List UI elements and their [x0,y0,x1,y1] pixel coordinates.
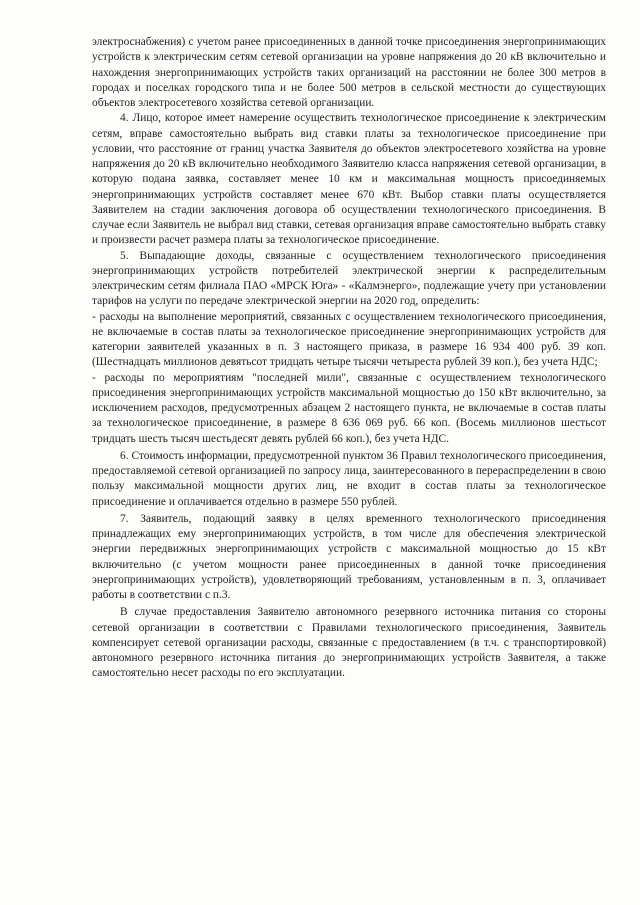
paragraph-item-4: 4. Лицо, которое имеет намерение осуществить технологическое присоединение к электрическим сетям, вправе самостоятельно выбрать вид ставки платы за технологическое присоединение при условии, что расстояние от границ участка Заявителя до объектов электросетевого хозяйства на уровне напряжения до 20 кВ включительно необходимого Заявителю класса напряжения сетевой организации, в которую подана заявка, составляет менее 10 км и максимальная мощность присоединяемых энергопринимающих устройств составляет менее 670 кВт. Выбор ставки платы осуществляется Заявителем на стадии заключения договора об осуществлении технологического присоединения. В случае если Заявитель не выбрал вид ставки, сетевая организация вправе самостоятельно выбрать ставку и произвести расчет размера платы за технологическое присоединение. [92,112,606,247]
paragraph-item-5-expenses: - расходы на выполнение мероприятий, связанных с осуществлением технологического присоединения, не включаемые в состав платы за технологическое присоединение энергопринимающих устройств для категории заявителей указанных в п. 3 настоящего приказа, в размере 16 934 400 руб. 39 коп. (Шестнадцать миллионов девятьсот тридцать четыре тысячи четыреста рублей 39 коп.), без учета НДС; [92,310,606,369]
document-body [92,35,606,682]
paragraph-reserve-power: В случае предоставления Заявителю автономного резервного источника питания со стороны сетевой организации в соответствии с Правилами технологического присоединения, Заявитель компенсирует сетевой организации расходы, связанные с предоставлением (в т.ч. с транспортировкой) автономного резервного источника питания до энергопринимающих устройств Заявителя, а также самостоятельно несет расходы по его эксплуатации. [92,606,606,680]
paragraph-item-5: 5. Выпадающие доходы, связанные с осуществлением технологического присоединения энергопринимающих устройств потребителей электрической энергии к распределительным электрическим сетям филиала ПАО «МРСК Юга» - «Калмэнерго», подлежащие учету при установлении тарифов на услуги по передаче электрической энергии на 2020 год, определить: [92,249,606,308]
paragraph-item-7: 7. Заявитель, подающий заявку в целях временного технологического присоединения принадлежащих ему энергопринимающих устройств, в том числе для обеспечения электрической энергии передвижных энергопринимающих устройств с максимальной мощностью до 15 кВт включительно (с учетом мощности ранее присоединенных в данной точке присоединения энергопринимающих устройств), удовлетворяющий требованиям, установленным в п. 3, оплачивает работы в соответствии с п.3. [92,512,606,601]
paragraph-item-6: 6. Стоимость информации, предусмотренной пунктом 36 Правил технологического присоединения, предоставляемой сетевой организацией по запросу лица, заинтересованного в перераспределении в свою пользу максимальной мощности других лиц, не входит в состав платы за технологическое присоединение и оплачивается отдельно в размере 550 рублей. [92,449,606,508]
paragraph-item-5-last-mile: - расходы по мероприятиям "последней мили", связанные с осуществлением технологического присоединения энергопринимающих устройств максимальной мощностью до 150 кВт включительно, за исключением расходов, предусмотренных абзацем 2 настоящего пункта, не включаемые в состав платы за технологическое присоединение, в размере 8 636 069 руб. 66 коп. (Восемь миллионов шестьсот тридцать шесть тысяч шестьдесят девять рублей 66 коп.), без учета НДС. [92,371,606,445]
paragraph-continuation: электроснабжения) с учетом ранее присоединенных в данной точке присоединения энергопринимающих устройств к электрическим сетям сетевой организации на уровне напряжения до 20 кВ включительно и нахождения энергопринимающих устройств таких организаций на расстоянии не более 300 метров в городах и поселках городского типа и не более 500 метров в сельской местности до существующих объектов электросетевого хозяйства сетевой организации. [92,36,606,109]
